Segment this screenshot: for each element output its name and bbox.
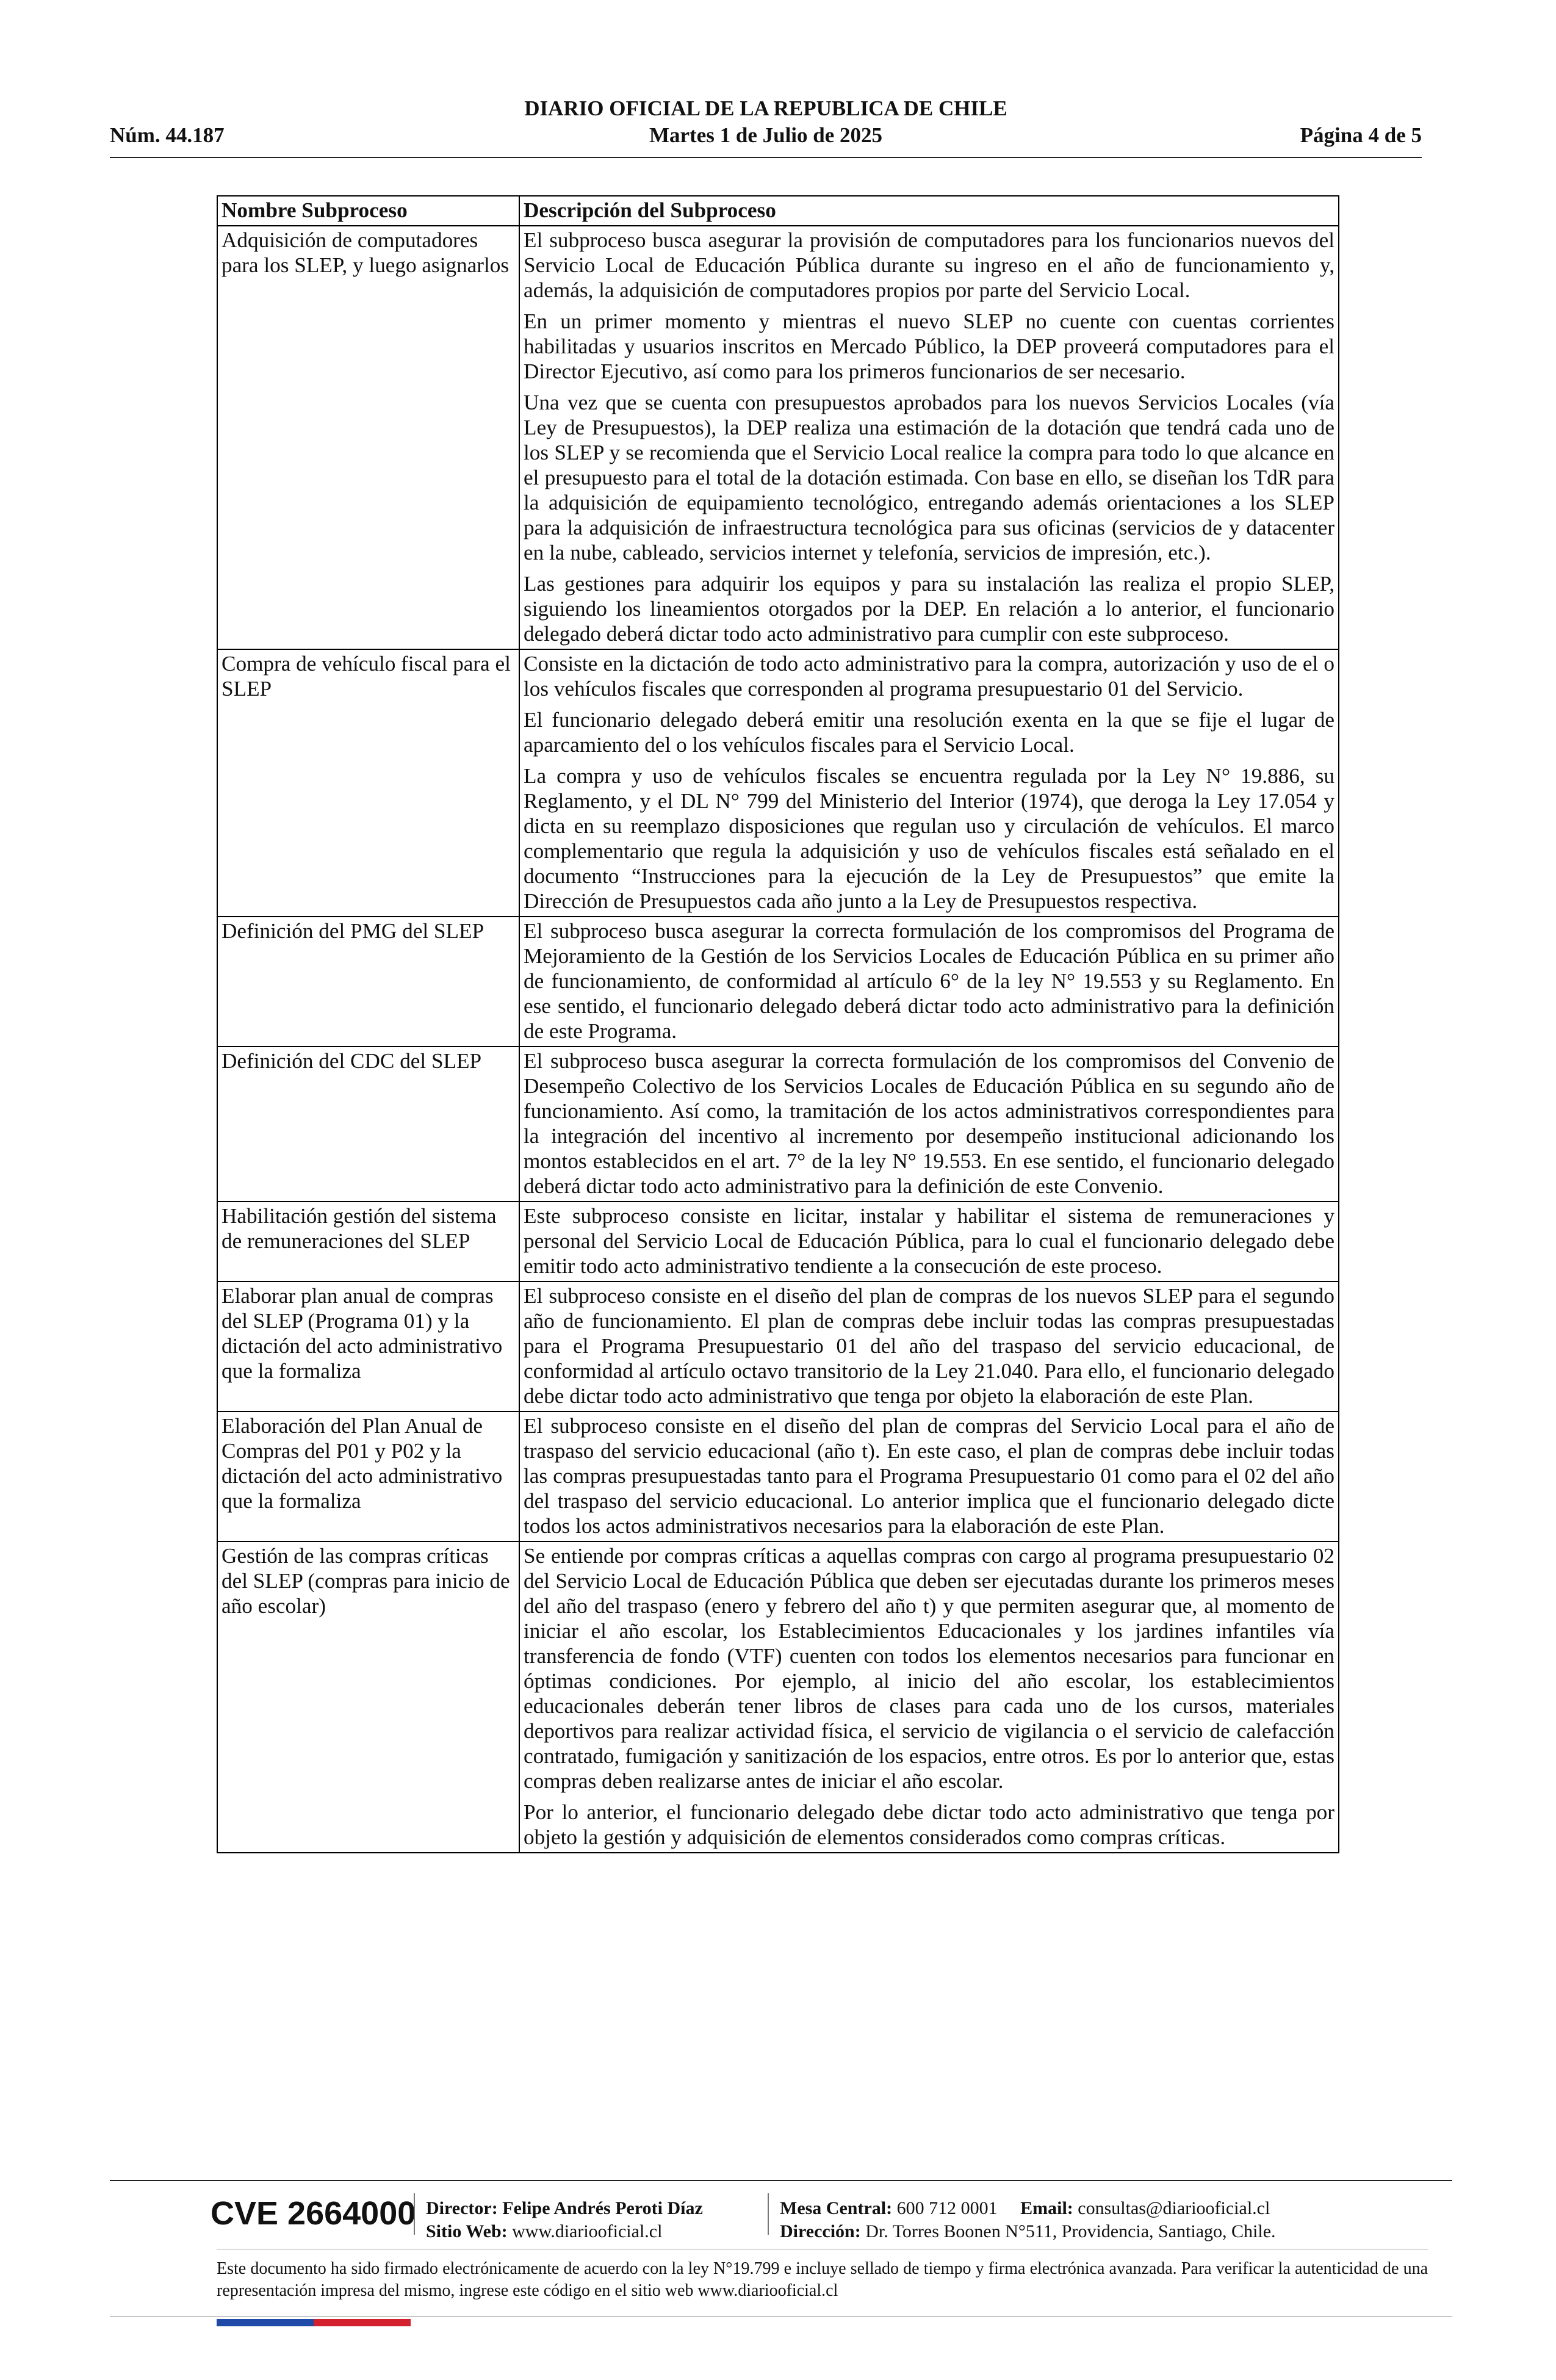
table-row bbox=[217, 649, 1339, 917]
page-header bbox=[110, 93, 1422, 157]
description-paragraph: El subproceso busca asegurar la provisión de computadores para los funcionarios nuevos del Servicio Local de Educación Pública durante su ingreso en el año de funcionamiento y, además, la adquisición de computadores propios por parte del Servicio Local. bbox=[524, 228, 1334, 302]
description-paragraph: Se entiende por compras críticas a aquellas compras con cargo al programa presupuestario 02 del Servicio Local de Educación Pública que deben ser ejecutadas durante los primeros meses del año del traspaso (enero y febrero del año t) y que permiten asegurar que, al momento de iniciar el año escolar, los Establecimientos Educacionales y los jardines infantiles vía transferencia de fondo (VTF) cuenten con todos los elementos necesarios para funcionar en óptimas condiciones. Por ejemplo, al inicio del año escolar, los establecimientos educacionales deberán tener libros de clases para cada uno de los cursos, materiales deportivos para realizar actividad física, el servicio de vigilancia o el servicio de calefacción contratado, fumigación y sanitización de los espacios, entre otros. Es por lo anterior que, estas compras deben realizarse antes de iniciar el año escolar. bbox=[524, 1544, 1334, 1793]
column-header-name: Nombre Subproceso bbox=[217, 196, 519, 226]
contact-info bbox=[780, 2197, 1276, 2243]
subprocess-description bbox=[519, 917, 1339, 1047]
page-footer bbox=[110, 2180, 1452, 2326]
description-paragraph: En un primer momento y mientras el nuevo SLEP no cuente con cuentas corrientes habilitadas y usuarios inscritos en Mercado Público, la DEP proveerá computadores para el Director Ejecutivo, así como para los primeros funcionarios de ser necesario. bbox=[524, 309, 1334, 383]
subprocess-description bbox=[519, 1542, 1339, 1853]
description-paragraph: Este subproceso consiste en licitar, instalar y habilitar el sistema de remuneraciones y personal del Servicio Local de Educación Pública, para lo cual el funcionario delegado debe emitir todo acto administrativo tendiente a la consecución de este proceso. bbox=[524, 1204, 1334, 1278]
subprocess-table bbox=[217, 195, 1339, 1853]
subprocess-name: Habilitación gestión del sistema de remuneraciones del SLEP bbox=[217, 1202, 519, 1282]
table-header-row bbox=[217, 196, 1339, 226]
subprocess-name: Gestión de las compras críticas del SLEP (compras para inicio de año escolar) bbox=[217, 1542, 519, 1853]
issue-number: Núm. 44.187 bbox=[110, 123, 225, 147]
subprocess-name: Elaborar plan anual de compras del SLEP (Programa 01) y la dictación del acto administrativo que la formaliza bbox=[217, 1282, 519, 1412]
description-paragraph: El funcionario delegado deberá emitir una resolución exenta en la que se fije el lugar de aparcamiento del o los vehículos fiscales para el Servicio Local. bbox=[524, 708, 1334, 757]
legal-notice: Este documento ha sido firmado electrónicamente de acuerdo con la ley N°19.799 e incluye sellado de tiempo y firma electrónica avanzada. Para verificar la autenticidad de una representación impresa del mismo, ingrese este código en el sitio web www.diariooficial.cl bbox=[217, 2259, 1428, 2300]
description-paragraph: El subproceso consiste en el diseño del plan de compras del Servicio Local para el año de traspaso del servicio educacional (año t). En este caso, el plan de compras debe incluir todas las compras presupuestadas tanto para el Programa Presupuestario 01 como para el 02 del año del traspaso del servicio educacional. Lo anterior implica que el funcionario delegado dicte todos los actos administrativos necesarios para la elaboración de este Plan. bbox=[524, 1414, 1334, 1538]
email-value: consultas@diariooficial.cl bbox=[1078, 2198, 1270, 2218]
flag-bar-blue bbox=[217, 2319, 314, 2326]
description-paragraph: Por lo anterior, el funcionario delegado debe dictar todo acto administrativo que tenga por objeto la gestión y adquisición de elementos considerados como compras críticas. bbox=[524, 1800, 1334, 1849]
table-row bbox=[217, 1542, 1339, 1853]
header-divider bbox=[110, 157, 1422, 158]
newspaper-title: DIARIO OFICIAL DE LA REPUBLICA DE CHILE bbox=[524, 96, 1007, 120]
address-value: Dr. Torres Boonen N°511, Providencia, Santiago, Chile. bbox=[865, 2221, 1276, 2241]
subprocess-name: Definición del CDC del SLEP bbox=[217, 1047, 519, 1202]
flag-bar-red bbox=[314, 2319, 411, 2326]
subprocess-description bbox=[519, 1282, 1339, 1412]
description-paragraph: El subproceso busca asegurar la correcta formulación de los compromisos del Programa de Mejoramiento de la Gestión de los Servicios Locales de Educación Pública en su primer año de funcionamiento, de conformidad al artículo 6° de la ley N° 19.553 y su Reglamento. En ese sentido, el funcionario delegado deberá dictar todo acto administrativo para la definición de este Programa. bbox=[524, 919, 1334, 1043]
subprocess-name: Compra de vehículo fiscal para el SLEP bbox=[217, 649, 519, 917]
subprocess-description bbox=[519, 226, 1339, 649]
table-body bbox=[217, 226, 1339, 1853]
description-paragraph: Las gestiones para adquirir los equipos y para su instalación las realiza el propio SLEP, siguiendo los lineamientos otorgados por la DEP. En relación a lo anterior, el funcionario delegado deberá dictar todo acto administrativo para cumplir con este subproceso. bbox=[524, 572, 1334, 646]
description-paragraph: Consiste en la dictación de todo acto administrativo para la compra, autorización y uso de el o los vehículos fiscales que corresponden al programa presupuestario 01 del Servicio. bbox=[524, 652, 1334, 701]
footer-bottom-rule bbox=[110, 2316, 1452, 2317]
flag-bar bbox=[217, 2319, 411, 2326]
footer-top-rule bbox=[110, 2180, 1452, 2181]
website-label: Sitio Web: bbox=[426, 2221, 508, 2241]
description-paragraph: Una vez que se cuenta con presupuestos aprobados para los nuevos Servicios Locales (vía Ley de Presupuestos), la DEP realiza una estimación de la dotación que tendrá cada uno de los SLEP y se recomienda que el Servicio Local realice la compra para todo lo que alcance en el presupuesto para el total de la dotación estimada. Con base en ello, se diseñan los TdR para la adquisición de equipamiento tecnológico, entregando además orientaciones a los SLEP para la adquisición de infraestructura tecnológica para sus oficinas (servicios de y datacenter en la nube, cableado, servicios internet y telefonía, servicios de impresión, etc.). bbox=[524, 391, 1334, 564]
director-info bbox=[426, 2197, 703, 2243]
table-row bbox=[217, 917, 1339, 1047]
column-header-description: Descripción del Subproceso bbox=[519, 196, 1339, 226]
footer-separator bbox=[768, 2193, 769, 2235]
mesa-label: Mesa Central: bbox=[780, 2198, 893, 2218]
subprocess-description bbox=[519, 1047, 1339, 1202]
issue-date: Martes 1 de Julio de 2025 bbox=[649, 123, 883, 147]
mesa-value: 600 712 0001 bbox=[896, 2198, 998, 2218]
description-paragraph: La compra y uso de vehículos fiscales se encuentra regulada por la Ley N° 19.886, su Reglamento, y el DL N° 799 del Ministerio del Interior (1974), que deroga la Ley 17.054 y dicta en su reemplazo disposiciones que regulan uso y circulación de vehículos. El marco complementario que regula la adquisición y uso de vehículos fiscales está señalado en el documento “Instrucciones para la ejecución de la Ley de Presupuestos” que emite la Dirección de Presupuestos cada año junto a la Ley de Presupuestos respectiva. bbox=[524, 764, 1334, 913]
director-name: Felipe Andrés Peroti Díaz bbox=[502, 2198, 703, 2218]
email-label: Email: bbox=[1020, 2198, 1073, 2218]
description-paragraph: El subproceso busca asegurar la correcta formulación de los compromisos del Convenio de Desempeño Colectivo de los Servicios Locales de Educación Pública en su segundo año de funcionamiento. Así como, la tramitación de los actos administrativos correspondientes para la integración del incentivo al incremento por desempeño institucional adicionando los montos establecidos en el art. 7° de la ley N° 19.553. En ese sentido, el funcionario delegado deberá dictar todo acto administrativo para la definición de este Convenio. bbox=[524, 1049, 1334, 1198]
subprocess-description bbox=[519, 649, 1339, 917]
table-row bbox=[217, 1412, 1339, 1542]
director-label: Director: bbox=[426, 2198, 498, 2218]
address-label: Dirección: bbox=[780, 2221, 861, 2241]
page-number: Página 4 de 5 bbox=[1300, 123, 1422, 147]
subprocess-name: Definición del PMG del SLEP bbox=[217, 917, 519, 1047]
subprocess-name: Adquisición de computadores para los SLEP, y luego asignarlos bbox=[217, 226, 519, 649]
subprocess-name: Elaboración del Plan Anual de Compras del P01 y P02 y la dictación del acto administrativo que la formaliza bbox=[217, 1412, 519, 1542]
table-row bbox=[217, 1282, 1339, 1412]
table-row bbox=[217, 226, 1339, 649]
cve-code: CVE 2664000 bbox=[211, 2195, 416, 2232]
footer-separator bbox=[414, 2193, 415, 2235]
table-row bbox=[217, 1047, 1339, 1202]
subprocess-description bbox=[519, 1412, 1339, 1542]
website-value: www.diariooficial.cl bbox=[512, 2221, 663, 2241]
table-row bbox=[217, 1202, 1339, 1282]
description-paragraph: El subproceso consiste en el diseño del plan de compras de los nuevos SLEP para el segundo año de funcionamiento. El plan de compras debe incluir todas las compras presupuestadas para el Programa Presupuestario 01 del año del traspaso del servicio educacional, de conformidad al artículo octavo transitorio de la Ley 21.040. Para ello, el funcionario delegado debe dictar todo acto administrativo que tenga por objeto la elaboración de este Plan. bbox=[524, 1284, 1334, 1408]
subprocess-description bbox=[519, 1202, 1339, 1282]
